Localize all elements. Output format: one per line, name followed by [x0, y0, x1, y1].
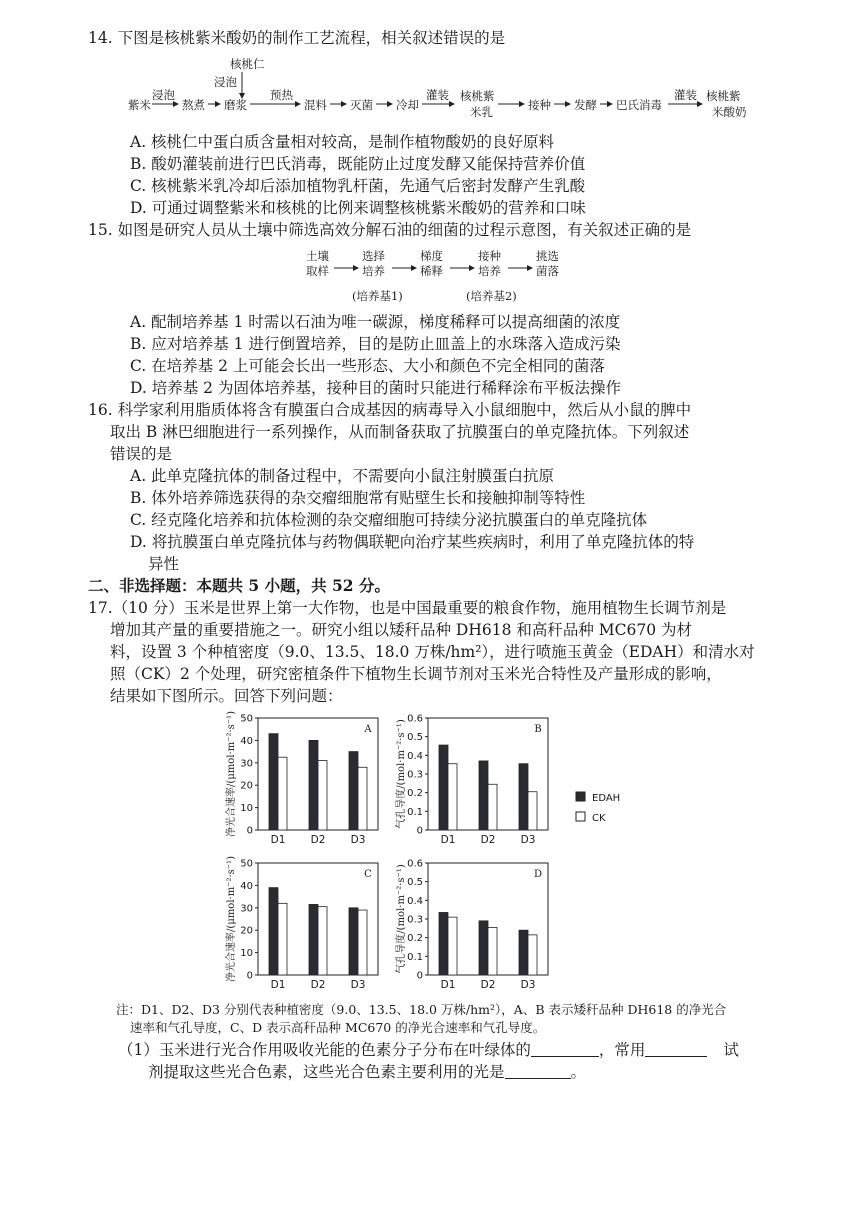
q17-stem-line: 料，设置 3 个种植密度（9.0、13.5、18.0 万株/hm²），进行喷施玉黄金（EDAH）和清水对: [110, 643, 755, 661]
x-tick-label: D3: [350, 979, 366, 991]
bar-ck: [528, 792, 537, 830]
q15-option-a: A. 配制培养基 1 时需以石油为唯一碳源，梯度稀释可以提高细菌的浓度: [130, 313, 621, 331]
x-tick-label: D1: [440, 979, 456, 991]
y-tick-label: 0: [416, 970, 423, 982]
y-tick-label: 0.6: [407, 713, 423, 725]
flow-box-line: 稀释: [420, 264, 443, 278]
bar-ck: [358, 910, 367, 975]
flow-step: 磨浆: [224, 98, 247, 112]
q17-stem-line: 照（CK）2 个处理，研究密植条件下植物生长调节剂对玉米光合特性及产量形成的影响，: [110, 665, 722, 683]
q15-option-d: D. 培养基 2 为固体培养基，接种目的菌时只能进行稀释涂布平板法操作: [130, 379, 621, 397]
flow-step: 浸泡: [152, 88, 175, 102]
q17-sub1-text: 。: [570, 1063, 587, 1081]
flow-box-line: 土壤: [306, 249, 329, 263]
flow-box-line: 选择: [362, 249, 385, 263]
flow-step: 灌装: [674, 88, 697, 102]
x-tick-label: D2: [480, 979, 496, 991]
q17-sub1-text: 试: [723, 1041, 739, 1059]
y-tick-label: 0.6: [407, 858, 423, 870]
bar-ck: [488, 784, 497, 830]
q15-process-flow: [300, 244, 600, 310]
y-tick-label: 0.2: [407, 788, 423, 800]
x-tick-label: D2: [480, 834, 496, 846]
x-tick-label: D1: [270, 834, 286, 846]
q15-option-b: B. 应对培养基 1 进行倒置培养，目的是防止皿盖上的水珠落入造成污染: [130, 335, 621, 353]
bar-edah: [309, 904, 318, 975]
y-tick-label: 0.3: [407, 914, 423, 926]
y-tick-label: 0.3: [407, 769, 423, 781]
panel-letter: B: [534, 724, 542, 735]
bar-ck: [278, 757, 287, 830]
y-tick-label: 0.2: [407, 933, 423, 945]
panel-letter: A: [364, 724, 372, 735]
flow-step: 米酸奶: [712, 105, 747, 119]
bar-ck: [278, 903, 287, 975]
flow-box-line: 取样: [306, 264, 329, 278]
y-tick-label: 50: [240, 858, 253, 870]
bar-edah: [439, 912, 448, 975]
legend-edah-label: EDAH: [592, 793, 621, 804]
y-tick-label: 10: [240, 948, 253, 960]
q14-process-flow: [120, 54, 760, 126]
figure-note-line: 注：D1、D2、D3 分别代表种植密度（9.0、13.5、18.0 万株/hm²），A、B 表示矮秆品种 DH618 的净光合: [116, 1002, 727, 1017]
q16-option-b: B. 体外培养筛选获得的杂交瘤细胞常有贴壁生长和接触抑制等特性: [130, 489, 586, 507]
q14-option-a: A. 核桃仁中蛋白质含量相对较高，是制作植物酸奶的良好原料: [130, 133, 555, 151]
q16-stem-line: 16. 科学家利用脂质体将含有膜蛋白合成基因的病毒导入小鼠细胞中，然后从小鼠的脾中: [88, 401, 692, 419]
x-tick-label: D2: [310, 979, 326, 991]
q17-sub1-text: ，常用: [598, 1041, 646, 1059]
x-tick-label: D1: [270, 979, 286, 991]
bar-ck: [528, 935, 537, 975]
bar-edah: [349, 752, 358, 830]
x-tick-label: D3: [350, 834, 366, 846]
q17-stem-line: 增加其产量的重要措施之一。研究小组以矮秆品种 DH618 和高秆品种 MC670 为材: [110, 621, 693, 639]
bar-edah: [479, 921, 488, 975]
y-tick-label: 40: [240, 735, 253, 747]
y-axis-label: 净光合速率/(μmol·m⁻²·s⁻¹): [226, 856, 237, 982]
section-heading: 二、非选择题：本题共 5 小题，共 52 分。: [88, 576, 390, 595]
flow-step: 熬煮: [182, 98, 205, 112]
q17-sub1-line: [118, 1040, 739, 1060]
q14-option-d: D. 可通过调整紫米和核桃的比例来调整核桃紫米酸奶的营养和口味: [130, 199, 586, 217]
y-tick-label: 0.1: [407, 806, 423, 818]
x-tick-label: D2: [310, 834, 326, 846]
y-tick-label: 0: [246, 825, 253, 837]
bar-edah: [269, 888, 278, 975]
q17-stem-line: 17.（10 分）玉米是世界上第一大作物，也是中国最重要的粮食作物，施用植物生长调节剂是: [88, 599, 727, 617]
y-tick-label: 0.5: [407, 732, 423, 744]
q17-sub1-text: 剂提取这些光合色素，这些光合色素主要利用的光是: [148, 1063, 505, 1081]
y-tick-label: 0.1: [407, 951, 423, 963]
flow-step: 发酵: [574, 98, 597, 112]
flow-step: 接种: [528, 98, 551, 112]
q17-sub1-text: （1）玉米进行光合作用吸收光能的色素分子分布在叶绿体的: [118, 1041, 531, 1059]
y-tick-label: 0: [246, 970, 253, 982]
q16-option-d-cont: 异性: [148, 555, 180, 573]
q17-stem-line: 结果如下图所示。回答下列问题：: [110, 687, 343, 705]
legend-ck-swatch: [576, 812, 585, 821]
q16-option-d: D. 将抗膜蛋白单克隆抗体与药物偶联靶向治疗某些疾病时，利用了单克隆抗体的特: [130, 533, 695, 551]
flow-step: 灭菌: [350, 98, 373, 112]
bar-edah: [269, 734, 278, 830]
flow-walnut: 核桃仁: [230, 57, 265, 71]
q17-sub1-line: [148, 1062, 586, 1082]
q15-option-c: C. 在培养基 2 上可能会长出一些形态、大小和颜色不完全相同的菌落: [130, 357, 605, 375]
flow-start: 紫米: [128, 98, 151, 112]
bar-ck: [318, 907, 327, 975]
q14-option-b: B. 酸奶灌装前进行巴氏消毒，既能防止过度发酵又能保持营养价值: [130, 155, 586, 173]
y-tick-label: 20: [240, 925, 253, 937]
flow-step: 冷却: [396, 98, 419, 112]
y-tick-label: 40: [240, 880, 253, 892]
q17-bar-charts: [226, 708, 670, 996]
q15-stem: 15. 如图是研究人员从土壤中筛选高效分解石油的细菌的过程示意图，有关叙述正确的是: [88, 221, 692, 239]
bar-edah: [479, 761, 488, 830]
q16-stem-line: 错误的是: [110, 445, 173, 463]
flow-box-line: 培养: [478, 264, 501, 278]
panel-letter: D: [533, 869, 543, 880]
flow-step: 米乳: [470, 105, 493, 119]
y-axis-label: 净光合速率/(μmol·m⁻²·s⁻¹): [226, 711, 237, 837]
q16-option-a: A. 此单克隆抗体的制备过程中，不需要向小鼠注射膜蛋白抗原: [130, 467, 555, 485]
legend-ck-label: CK: [592, 813, 606, 824]
y-tick-label: 0.4: [407, 750, 423, 762]
bar-ck: [318, 761, 327, 830]
flow-step: 核桃紫: [460, 89, 495, 103]
y-axis-label: 气孔导度/(mol·m⁻²·s⁻¹): [396, 864, 407, 974]
x-tick-label: D3: [520, 834, 536, 846]
legend-edah-swatch: [576, 792, 585, 801]
flow-box-line: 培养: [362, 264, 385, 278]
answer-blank-1[interactable]: [531, 1042, 599, 1057]
bar-edah: [309, 740, 318, 830]
y-tick-label: 50: [240, 713, 253, 725]
y-tick-label: 10: [240, 803, 253, 815]
flow-step: 核桃紫: [706, 89, 741, 103]
q14-option-c: C. 核桃紫米乳冷却后添加植物乳杆菌，先通气后密封发酵产生乳酸: [130, 177, 586, 195]
flow-box-line: 梯度: [420, 249, 443, 263]
flow-box-line: 挑选: [536, 249, 559, 263]
bar-ck: [358, 767, 367, 830]
x-tick-label: D1: [440, 834, 456, 846]
bar-ck: [448, 764, 457, 830]
y-tick-label: 0.4: [407, 895, 423, 907]
bar-edah: [439, 745, 448, 830]
bar-edah: [519, 764, 528, 830]
q14-stem: 14. 下图是核桃紫米酸奶的制作工艺流程，相关叙述错误的是: [88, 29, 506, 47]
bar-edah: [349, 908, 358, 975]
flow-box-line: 菌落: [536, 264, 559, 278]
bar-ck: [448, 917, 457, 975]
x-tick-label: D3: [520, 979, 536, 991]
flow-box-line: 接种: [478, 249, 501, 263]
flow-step: 预热: [270, 88, 293, 102]
q16-option-c: C. 经克隆化培养和抗体检测的杂交瘤细胞可持续分泌抗膜蛋白的单克隆抗体: [130, 511, 648, 529]
answer-blank-2[interactable]: [645, 1042, 707, 1057]
y-tick-label: 30: [240, 903, 253, 915]
y-tick-label: 0.5: [407, 877, 423, 889]
y-axis-label: 气孔导度/(mol·m⁻²·s⁻¹): [396, 719, 407, 829]
bar-edah: [519, 930, 528, 975]
flow-soak-top: 浸泡: [214, 75, 237, 89]
answer-blank-3[interactable]: [505, 1064, 571, 1079]
y-tick-label: 20: [240, 780, 253, 792]
flow-medium-1: (培养基1): [352, 289, 403, 303]
y-tick-label: 0: [416, 825, 423, 837]
bar-ck: [488, 927, 497, 975]
panel-letter: C: [364, 869, 372, 880]
flow-step: 灌装: [426, 88, 449, 102]
q16-stem-line: 取出 B 淋巴细胞进行一系列操作，从而制备获取了抗膜蛋白的单克隆抗体。下列叙述: [110, 423, 690, 441]
y-tick-label: 30: [240, 758, 253, 770]
flow-step: 巴氏消毒: [616, 98, 662, 112]
figure-note-line: 速率和气孔导度，C、D 表示高秆品种 MC670 的净光合速率和气孔导度。: [130, 1020, 546, 1035]
flow-step: 混料: [304, 98, 327, 112]
flow-medium-2: (培养基2): [466, 289, 517, 303]
